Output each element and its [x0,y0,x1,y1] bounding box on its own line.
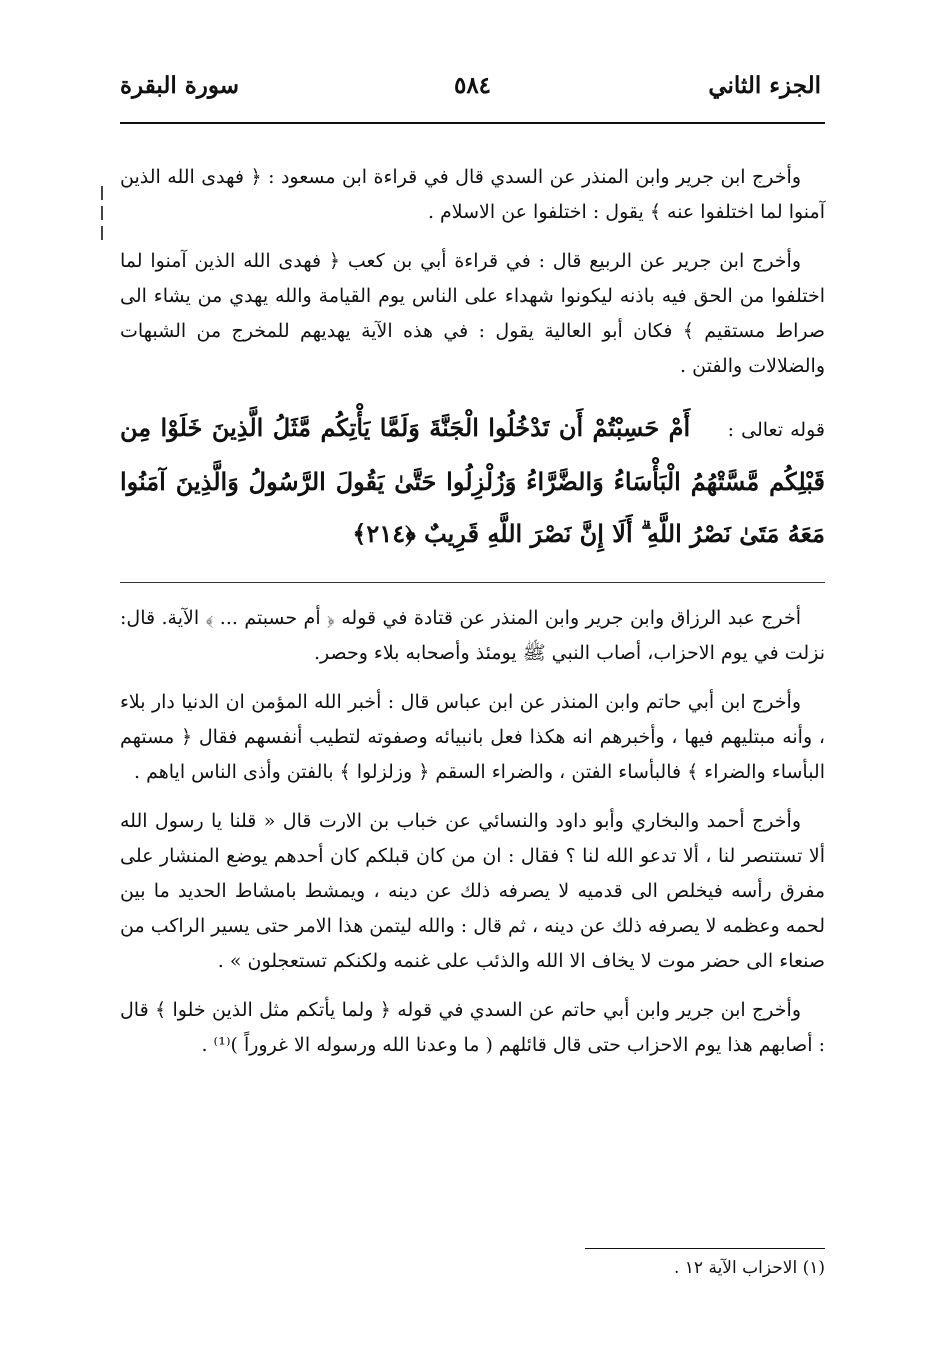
page-number: ٥٨٤ [453,72,492,99]
paragraph: وأخرج ابن جرير وابن أبي حاتم عن السدي في قوله ﴿ ولما يأتكم مثل الذين خلوا ﴾ قال : أصابهم هذا يوم الاحزاب حتى قال قائلهم ( ما وعدنا الله ورسوله الا غروراً )⁽¹⁾ . [120,999,825,1056]
book-page [120,60,825,1300]
paragraph: أخرج عبد الرزاق وابن جرير وابن المنذر عن قتادة في قوله ﴿ أم حسبتم ... ﴾ الآية. قال: نزلت في يوم الاحزاب، أصاب النبي ﷺ يومئذ وأصحابه بلاء وحصر. [120,607,825,664]
header-rule [120,122,825,124]
surah-title: سورة البقرة [120,72,240,99]
margin-mark [101,226,103,240]
footnote: (١) الاحزاب الآية ١٢ . [673,1258,825,1278]
quran-verse [120,402,825,560]
paragraph: وأخرج أحمد والبخاري وأبو داود والنسائي عن خباب بن الارت قال « قلنا يا رسول الله ألا تستنصر لنا ، ألا تدعو الله لنا ؟ فقال : ان من كان قبلكم كان أحدهم يوضع المنشار على مفرق رأسه فيخلص الى قدميه لا يصرفه ذلك عن دينه ، ويمشط بامشاط الحديد ما بين لحمه وعظمه لا يصرفه ذلك عن دينه ، ثم قال : والله ليتمن هذا الامر حتى يسير الراكب من صنعاء الى حضر موت لا يخاف الا الله والذئب على غنمه ولكنكم تستعجلون » . [120,810,825,972]
verse-lead: قوله تعالى : [727,419,825,441]
part-title: الجزء الثاني [708,72,821,99]
margin-marks [98,180,106,260]
paragraph: وأخرج ابن جرير وابن المنذر عن السدي قال في قراءة ابن مسعود : ﴿ فهدى الله الذين آمنوا لما اختلفوا عنه ﴾ يقول : اختلفوا عن الاسلام . [120,166,825,223]
paragraph: وأخرج ابن جرير عن الربيع قال : في قراءة أبي بن كعب ﴿ فهدى الله الذين آمنوا لما اختلفوا من الحق فيه باذنه ليكونوا شهداء على الناس يوم القيامة والله يهدي من يشاء الى صراط مستقيم ﴾ فكان أبو العالية يقول : في هذه الآية يهديهم للمخرج من الشبهات والضلالات والفتن . [120,250,825,377]
page-body [120,160,825,1077]
verse-text: أَمْ حَسِبْتُمْ أَن تَدْخُلُوا الْجَنَّةَ وَلَمَّا يَأْتِكُم مَّثَلُ الَّذِينَ خَلَوْا مِن قَبْلِكُم مَّسَّتْهُمُ الْبَأْسَاءُ وَالضَّرَّاءُ وَزُلْزِلُوا حَتَّىٰ يَقُولَ الرَّسُولُ وَالَّذِينَ آمَنُوا مَعَهُ مَتَىٰ نَصْرُ اللَّهِ ۗ أَلَا إِنَّ نَصْرَ اللَّهِ قَرِيبٌ ﴿٢١٤﴾ [120,413,825,548]
section-divider [120,582,825,583]
margin-mark [101,186,103,200]
footnote-rule [585,1248,825,1249]
running-header [120,60,825,118]
paragraph: وأخرج ابن أبي حاتم وابن المنذر عن ابن عباس قال : أخبر الله المؤمن ان الدنيا دار بلاء ، وأنه مبتليهم فيها ، وأخبرهم انه هكذا فعل بانبيائه وصفوته لتطيب أنفسهم فقال ﴿ مستهم البأساء والضراء ﴾ فالبأساء الفتن ، والضراء السقم ﴿ وزلزلوا ﴾ بالفتن وأذى الناس اياهم . [120,691,825,783]
margin-mark [101,206,103,220]
